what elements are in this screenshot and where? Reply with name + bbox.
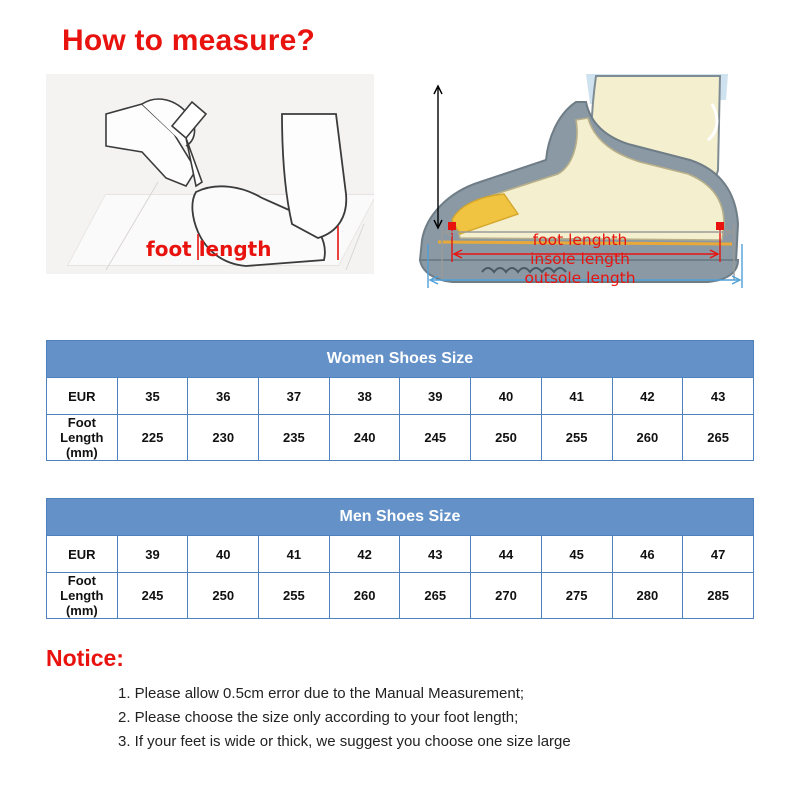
cell-value: 46 bbox=[612, 536, 683, 573]
cell-value: 265 bbox=[400, 573, 471, 619]
cell-value: 285 bbox=[683, 573, 754, 619]
foot-length-dimension-label: foot lenghth bbox=[532, 231, 628, 249]
row-label-text: Foot Length bbox=[60, 415, 104, 445]
table-row bbox=[47, 415, 754, 461]
cell-value: 45 bbox=[541, 536, 612, 573]
table-title-row bbox=[47, 499, 754, 536]
row-label-unit: (mm) bbox=[65, 445, 98, 460]
women-size-table bbox=[46, 340, 754, 461]
outsole-length-dimension-label: outsole length bbox=[524, 269, 636, 287]
cell-value: 41 bbox=[541, 378, 612, 415]
cell-value: 44 bbox=[471, 536, 542, 573]
cell-value: 275 bbox=[541, 573, 612, 619]
cell-value: 37 bbox=[259, 378, 330, 415]
notice-item: 3. If your feet is wide or thick, we suggest you choose one size large bbox=[118, 733, 571, 750]
cell-value: 35 bbox=[117, 378, 188, 415]
cell-value: 245 bbox=[400, 415, 471, 461]
shoe-cross-section-diagram bbox=[390, 74, 754, 309]
cell-value: 41 bbox=[259, 536, 330, 573]
page-title: How to measure? bbox=[62, 24, 316, 57]
men-size-table bbox=[46, 498, 754, 619]
foot-measure-photo bbox=[46, 74, 374, 274]
cell-value: 250 bbox=[471, 415, 542, 461]
row-label-unit: (mm) bbox=[65, 603, 98, 618]
cell-value: 225 bbox=[117, 415, 188, 461]
cell-value: 42 bbox=[329, 536, 400, 573]
notice-item: 2. Please choose the size only according to your foot length; bbox=[118, 709, 519, 726]
row-label-foot-length bbox=[47, 573, 118, 619]
table-title-row bbox=[47, 341, 754, 378]
cell-value: 245 bbox=[117, 573, 188, 619]
table-row bbox=[47, 378, 754, 415]
cell-value: 255 bbox=[541, 415, 612, 461]
cell-value: 47 bbox=[683, 536, 754, 573]
cell-value: 38 bbox=[329, 378, 400, 415]
row-label-foot-length bbox=[47, 415, 118, 461]
cell-value: 255 bbox=[259, 573, 330, 619]
cell-value: 265 bbox=[683, 415, 754, 461]
cell-value: 40 bbox=[471, 378, 542, 415]
insole-length-dimension-label: insole length bbox=[530, 250, 630, 268]
cell-value: 280 bbox=[612, 573, 683, 619]
cell-value: 42 bbox=[612, 378, 683, 415]
cell-value: 39 bbox=[400, 378, 471, 415]
row-label-eur: EUR bbox=[47, 536, 118, 573]
cell-value: 43 bbox=[400, 536, 471, 573]
cell-value: 235 bbox=[259, 415, 330, 461]
row-label-eur: EUR bbox=[47, 378, 118, 415]
cell-value: 43 bbox=[683, 378, 754, 415]
cell-value: 250 bbox=[188, 573, 259, 619]
cell-value: 260 bbox=[612, 415, 683, 461]
table-row bbox=[47, 573, 754, 619]
cell-value: 230 bbox=[188, 415, 259, 461]
cell-value: 270 bbox=[471, 573, 542, 619]
cell-value: 260 bbox=[329, 573, 400, 619]
cell-value: 36 bbox=[188, 378, 259, 415]
illustration-band bbox=[46, 74, 754, 309]
men-table-title: Men Shoes Size bbox=[47, 499, 754, 536]
notice-title: Notice: bbox=[46, 645, 124, 671]
foot-length-label: foot length bbox=[146, 237, 272, 261]
cell-value: 40 bbox=[188, 536, 259, 573]
cell-value: 240 bbox=[329, 415, 400, 461]
cell-value: 39 bbox=[117, 536, 188, 573]
table-row bbox=[47, 536, 754, 573]
women-table-title: Women Shoes Size bbox=[47, 341, 754, 378]
notice-list bbox=[118, 682, 758, 754]
row-label-text: Foot Length bbox=[60, 573, 104, 603]
notice-item: 1. Please allow 0.5cm error due to the Manual Measurement; bbox=[118, 685, 525, 702]
